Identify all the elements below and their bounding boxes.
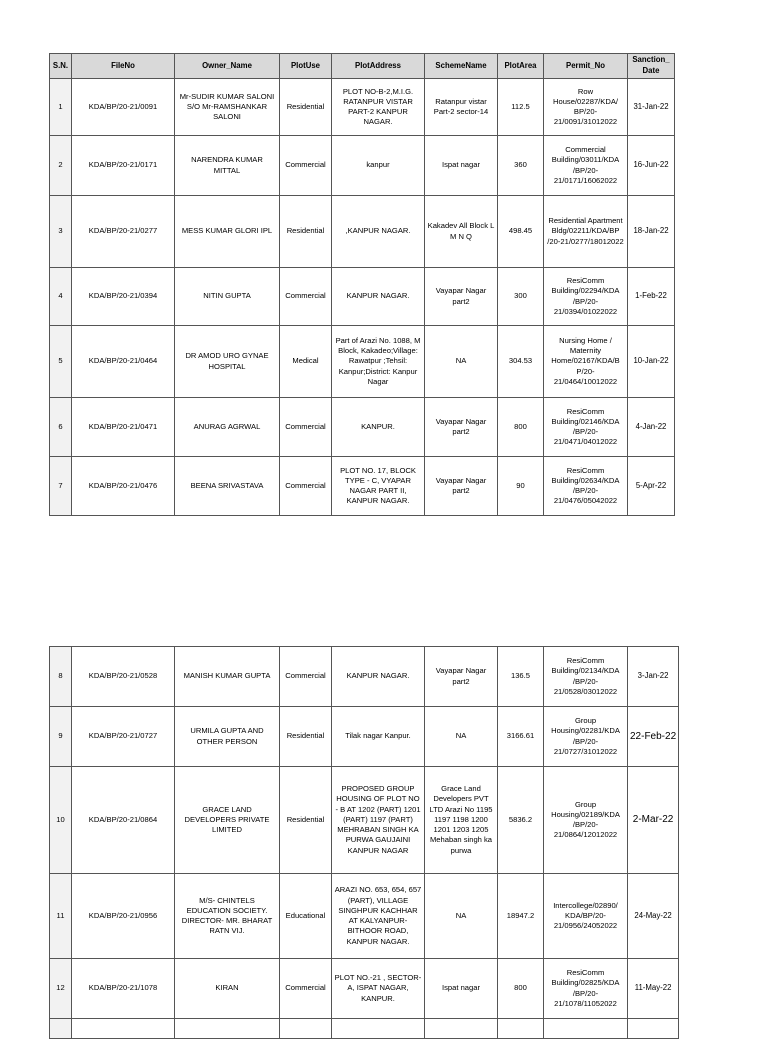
cell-plotaddress: KANPUR NAGAR. (332, 268, 425, 326)
header-owner-name: Owner_Name (175, 54, 280, 79)
cell-plotuse: Commercial (280, 136, 332, 196)
table-row-partial (50, 1019, 679, 1039)
cell-schemename: Vayapar Nagar part2 (425, 457, 498, 516)
cell-owner-name: MESS KUMAR GLORI IPL (175, 196, 280, 268)
cell-sn: 7 (50, 457, 72, 516)
cell-sn: 2 (50, 136, 72, 196)
cell-plotuse: Commercial (280, 268, 332, 326)
cell-schemename: Ispat nagar (425, 136, 498, 196)
header-plotarea: PlotArea (498, 54, 544, 79)
cell-sanction-date: 18-Jan-22 (628, 196, 675, 268)
cell-fileno: KDA/BP/20-21/0471 (72, 398, 175, 457)
cell-fileno: KDA/BP/20-21/0956 (72, 874, 175, 959)
cell-sanction-date: 11-May-22 (628, 959, 679, 1019)
cell-fileno: KDA/BP/20-21/1078 (72, 959, 175, 1019)
header-fileno: FileNo (72, 54, 175, 79)
cell-permit-no: ResiComm Building/02634/KDA /BP/20-21/0476/05042022 (544, 457, 628, 516)
cell-owner-name: BEENA SRIVASTAVA (175, 457, 280, 516)
cell-sanction-date: 1-Feb-22 (628, 268, 675, 326)
cell-plotarea: 90 (498, 457, 544, 516)
cell-plotaddress: PLOT NO-B-2,M.I.G. RATANPUR VISTAR PART-2 KANPUR NAGAR. (332, 79, 425, 136)
cell-fileno: KDA/BP/20-21/0864 (72, 767, 175, 874)
cell-sanction-date: 16-Jun-22 (628, 136, 675, 196)
cell-plotarea: 136.5 (498, 647, 544, 707)
cell-sanction-date: 5-Apr-22 (628, 457, 675, 516)
cell-plotaddress: ,KANPUR NAGAR. (332, 196, 425, 268)
cell-permit-no: ResiComm Building/02294/KDA /BP/20-21/0394/01022022 (544, 268, 628, 326)
cell-plotaddress: KANPUR NAGAR. (332, 647, 425, 707)
cell-schemename: NA (425, 326, 498, 398)
cell-sn: 10 (50, 767, 72, 874)
table-row (50, 268, 675, 326)
cell-sanction-date: 22-Feb-22 (628, 707, 679, 767)
cell-owner-name: KIRAN (175, 959, 280, 1019)
header-sn: S.N. (50, 54, 72, 79)
cell-permit-no: Residential Apartment Bldg/02211/KDA/BP /20-21/0277/18012022 (544, 196, 628, 268)
cell-sanction-date: 31-Jan-22 (628, 79, 675, 136)
cell-sanction-date: 3-Jan-22 (628, 647, 679, 707)
header-schemename: SchemeName (425, 54, 498, 79)
cell-plotuse: Residential (280, 196, 332, 268)
cell-plotarea: 300 (498, 268, 544, 326)
permits-table-upper (49, 53, 675, 516)
cell-plotaddress: kanpur (332, 136, 425, 196)
cell-owner-name: M/S- CHINTELS EDUCATION SOCIETY. DIRECTOR- MR. BHARAT RATN VIJ. (175, 874, 280, 959)
cell-owner-name: ANURAG AGRWAL (175, 398, 280, 457)
cell-permit-no: Nursing Home / Maternity Home/02167/KDA/B P/20-21/0464/10012022 (544, 326, 628, 398)
cell-fileno: KDA/BP/20-21/0476 (72, 457, 175, 516)
cell-plotaddress: PROPOSED GROUP HOUSING OF PLOT NO - B AT 1202 (PART) 1201 (PART) 1197 (PART) MEHRABAN SINGH KA PURWA GAUJAINI KANPUR NAGAR (332, 767, 425, 874)
table-header-row (50, 54, 675, 79)
table-row (50, 647, 679, 707)
cell-sn: 5 (50, 326, 72, 398)
cell-plotaddress: Part of Arazi No. 1088, M Block, Kakadeo;Village: Rawatpur ;Tehsil: Kanpur;District: Kanpur Nagar (332, 326, 425, 398)
cell-plotaddress: KANPUR. (332, 398, 425, 457)
cell-owner-name: URMILA GUPTA AND OTHER PERSON (175, 707, 280, 767)
table-row (50, 196, 675, 268)
table-row (50, 398, 675, 457)
cell-sn: 11 (50, 874, 72, 959)
cell-schemename: NA (425, 707, 498, 767)
cell-permit-no: Group Housing/02189/KDA /BP/20-21/0864/12012022 (544, 767, 628, 874)
cell-fileno: KDA/BP/20-21/0727 (72, 707, 175, 767)
header-sanction-date: Sanction_ Date (628, 54, 675, 79)
cell-plotuse: Commercial (280, 959, 332, 1019)
cell-plotaddress: PLOT NO.-21 , SECTOR-A, ISPAT NAGAR, KANPUR. (332, 959, 425, 1019)
cell-plotuse: Residential (280, 707, 332, 767)
cell-sanction-date: 4-Jan-22 (628, 398, 675, 457)
cell-sn: 1 (50, 79, 72, 136)
cell-plotarea: 112.5 (498, 79, 544, 136)
cell-schemename: Ispat nagar (425, 959, 498, 1019)
cell-fileno: KDA/BP/20-21/0464 (72, 326, 175, 398)
cell-permit-no: Group Housing/02281/KDA /BP/20-21/0727/31012022 (544, 707, 628, 767)
cell-sn: 12 (50, 959, 72, 1019)
cell-sn: 4 (50, 268, 72, 326)
cell-plotarea: 800 (498, 959, 544, 1019)
cell-sn: 6 (50, 398, 72, 457)
cell-plotarea: 5836.2 (498, 767, 544, 874)
cell-plotuse: Residential (280, 79, 332, 136)
cell-permit-no: Commercial Building/03011/KDA /BP/20-21/0171/16062022 (544, 136, 628, 196)
cell-sn: 8 (50, 647, 72, 707)
cell-sanction-date: 10-Jan-22 (628, 326, 675, 398)
table-row (50, 767, 679, 874)
cell-plotuse: Commercial (280, 647, 332, 707)
cell-plotaddress: PLOT NO. 17, BLOCK TYPE - C, VYAPAR NAGAR PART II, KANPUR NAGAR. (332, 457, 425, 516)
cell-schemename: Vayapar Nagar part2 (425, 398, 498, 457)
cell-permit-no: Row House/02287/KDA/ BP/20-21/0091/31012022 (544, 79, 628, 136)
table-row (50, 136, 675, 196)
cell-sn: 3 (50, 196, 72, 268)
cell-sn: 9 (50, 707, 72, 767)
cell-plotaddress: ARAZI NO. 653, 654, 657 (PART), VILLAGE SINGHPUR KACHHAR AT KALYANPUR-BITHOOR ROAD, KANPUR NAGAR. (332, 874, 425, 959)
cell-sanction-date: 24-May-22 (628, 874, 679, 959)
cell-schemename: Vayapar Nagar part2 (425, 647, 498, 707)
cell-schemename: Kakadev All Block L M N Q (425, 196, 498, 268)
table-row (50, 457, 675, 516)
cell-owner-name: MANISH KUMAR GUPTA (175, 647, 280, 707)
cell-owner-name: NITIN GUPTA (175, 268, 280, 326)
table-row (50, 326, 675, 398)
cell-schemename: Ratanpur vistar Part-2 sector-14 (425, 79, 498, 136)
cell-owner-name: GRACE LAND DEVELOPERS PRIVATE LIMITED (175, 767, 280, 874)
cell-owner-name: NARENDRA KUMAR MITTAL (175, 136, 280, 196)
table-row (50, 874, 679, 959)
table-row (50, 707, 679, 767)
cell-plotarea: 304.53 (498, 326, 544, 398)
cell-plotarea: 360 (498, 136, 544, 196)
cell-plotuse: Commercial (280, 457, 332, 516)
cell-fileno: KDA/BP/20-21/0528 (72, 647, 175, 707)
cell-permit-no: ResiComm Building/02146/KDA /BP/20-21/0471/04012022 (544, 398, 628, 457)
cell-permit-no: ResiComm Building/02134/KDA /BP/20-21/0528/03012022 (544, 647, 628, 707)
header-plotaddress: PlotAddress (332, 54, 425, 79)
cell-fileno: KDA/BP/20-21/0277 (72, 196, 175, 268)
header-permit-no: Permit_No (544, 54, 628, 79)
cell-plotuse: Residential (280, 767, 332, 874)
cell-sanction-date: 2-Mar-22 (628, 767, 679, 874)
cell-fileno: KDA/BP/20-21/0091 (72, 79, 175, 136)
header-plotuse: PlotUse (280, 54, 332, 79)
cell-plotuse: Educational (280, 874, 332, 959)
cell-fileno: KDA/BP/20-21/0171 (72, 136, 175, 196)
cell-plotuse: Commercial (280, 398, 332, 457)
cell-plotarea: 18947.2 (498, 874, 544, 959)
cell-schemename: Vayapar Nagar part2 (425, 268, 498, 326)
cell-plotarea: 3166.61 (498, 707, 544, 767)
table-row (50, 79, 675, 136)
cell-schemename: NA (425, 874, 498, 959)
cell-schemename: Grace Land Developers PVT LTD Arazi No 1195 1197 1198 1200 1201 1203 1205 Mehaban singh ka purwa (425, 767, 498, 874)
table-row (50, 959, 679, 1019)
cell-fileno: KDA/BP/20-21/0394 (72, 268, 175, 326)
cell-plotarea: 498.45 (498, 196, 544, 268)
permits-table-lower (49, 646, 679, 1039)
cell-permit-no: Intercollege/02890/ KDA/BP/20-21/0956/24052022 (544, 874, 628, 959)
cell-owner-name: DR AMOD URO GYNAE HOSPITAL (175, 326, 280, 398)
cell-permit-no: ResiComm Building/02825/KDA /BP/20-21/1078/11052022 (544, 959, 628, 1019)
cell-plotaddress: Tilak nagar Kanpur. (332, 707, 425, 767)
cell-plotuse: Medical (280, 326, 332, 398)
cell-plotarea: 800 (498, 398, 544, 457)
cell-owner-name: Mr-SUDIR KUMAR SALONI S/O Mr-RAMSHANKAR SALONI (175, 79, 280, 136)
